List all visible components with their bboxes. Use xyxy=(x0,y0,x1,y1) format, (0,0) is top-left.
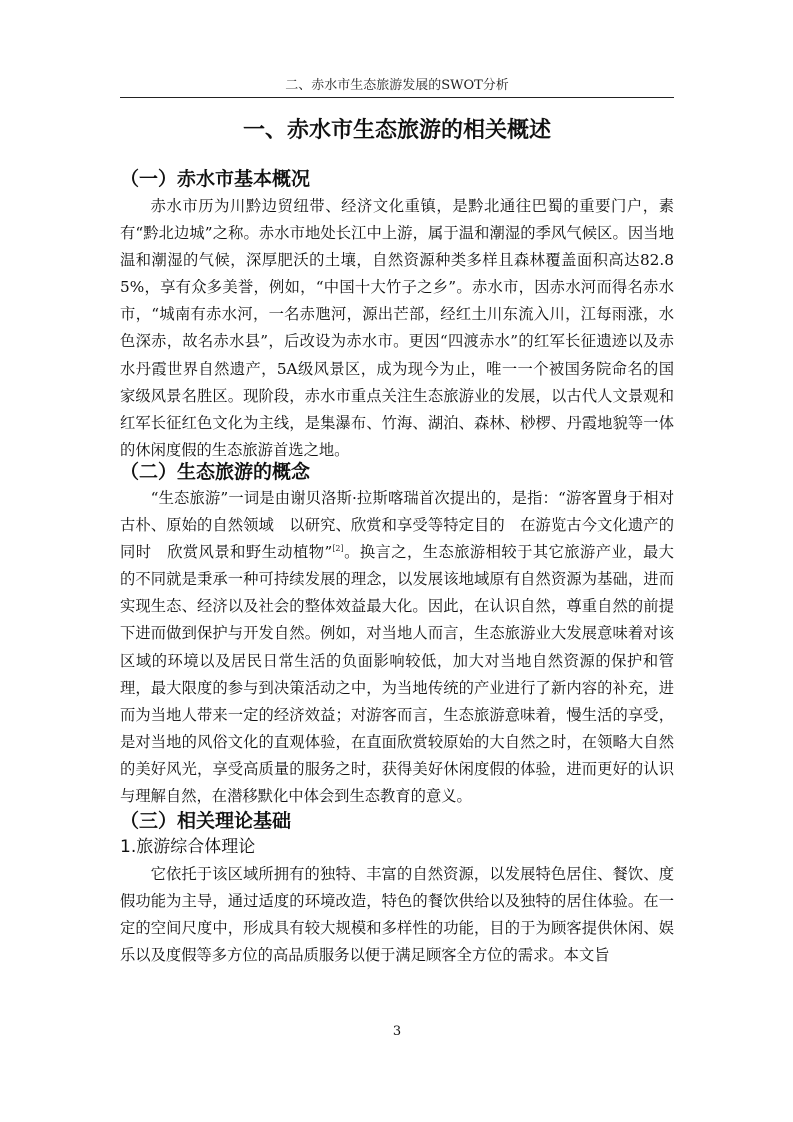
section-heading-related-theory: （三）相关理论基础 xyxy=(120,810,292,832)
header-rule xyxy=(120,97,674,98)
paragraph-concept-part1: “生态旅游”一词是由谢贝洛斯·拉斯喀瑞首次提出的，是指：“游客置身于相对古朴、原始的自然领域 以研究、欣赏和享受等特定目的 在游览古今文化遗产的同时 欣赏风景和野生动植物” xyxy=(120,489,674,562)
running-header: 二、赤水市生态旅游发展的SWOT分析 xyxy=(285,78,509,93)
paragraph-basic-overview: 赤水市历为川黔边贸纽带、经济文化重镇，是黔北通往巴蜀的重要门户，素有“黔北边城”之称。赤水市地处长江中上游，属于温和潮湿的季风气候区。因当地温和潮湿的气候，深厚肥沃的土壤，自然资源种类多样且森林覆盖面积高达82.85%，享有众多美誉，例如，“中国十大竹子之乡”。赤水市，因赤水河而得名赤水市，“城南有赤水河，一名赤虺河，源出芒部，经红土川东流入川，江每雨涨，水色深赤，故名赤水县”，后改设为赤水市。更因“四渡赤水”的红军长征遗迹以及赤水丹霞世界自然遗产，5A级风景区，成为现今为止，唯一一个被国务院命名的国家级风景名胜区。现阶段，赤水市重点关注生态旅游业的发展，以古代人文景观和红军长征红色文化为主线，是集瀑布、竹海、湖泊、森林、桫椤、丹霞地貌等一体的休闲度假的生态旅游首选之地。 xyxy=(120,197,674,459)
subheading-tourism-complex-theory: 1.旅游综合体理论 xyxy=(120,837,256,857)
section-heading-eco-tourism-concept: （二）生态旅游的概念 xyxy=(120,461,311,483)
section-heading-basic-overview: （一）赤水市基本概况 xyxy=(120,168,311,190)
page-number: 3 xyxy=(392,1024,402,1039)
citation-marker: [2] xyxy=(332,544,344,554)
chapter-title: 一、赤水市生态旅游的相关概述 xyxy=(242,118,551,143)
paragraph-concept-part2: 。换言之，生态旅游相较于其它旅游产业，最大的不同就是秉承一种可持续发展的理念，以发展该地域原有自然资源为基础，进而实现生态、经济以及社会的整体效益最大化。因此，在认识自然，尊重自然的前提下进而做到保护与开发自然。例如，对当地人而言，生态旅游业大发展意味着对该区域的环境以及居民日常生活的负面影响较低，加大对当地自然资源的保护和管理，最大限度的参与到决策活动之中，为当地传统的产业进行了新内容的补充，进而为当地人带来一定的经济效益；对游客而言，生态旅游意味着，慢生活的享受，是对当地的风俗文化的直观体验，在直面欣赏较原始的大自然之时，在领略大自然的美好风光，享受高质量的服务之时，获得美好休闲度假的体验，进而更好的认识与理解自然，在潜移默化中体会到生态教育的意义。 xyxy=(120,543,674,806)
paragraph-tourism-complex-theory: 它依托于该区域所拥有的独特、丰富的自然资源，以发展特色居住、餐饮、度假功能为主导，通过适度的环境改造，特色的餐饮供给以及独特的居住体验。在一定的空间尺度中，形成具有较大规模和多样性的功能，目的于为顾客提供休闲、娱乐以及度假等多方位的高品质服务以便于满足顾客全方位的需求。本文旨 xyxy=(120,865,674,965)
paragraph-eco-tourism-concept xyxy=(120,485,674,810)
